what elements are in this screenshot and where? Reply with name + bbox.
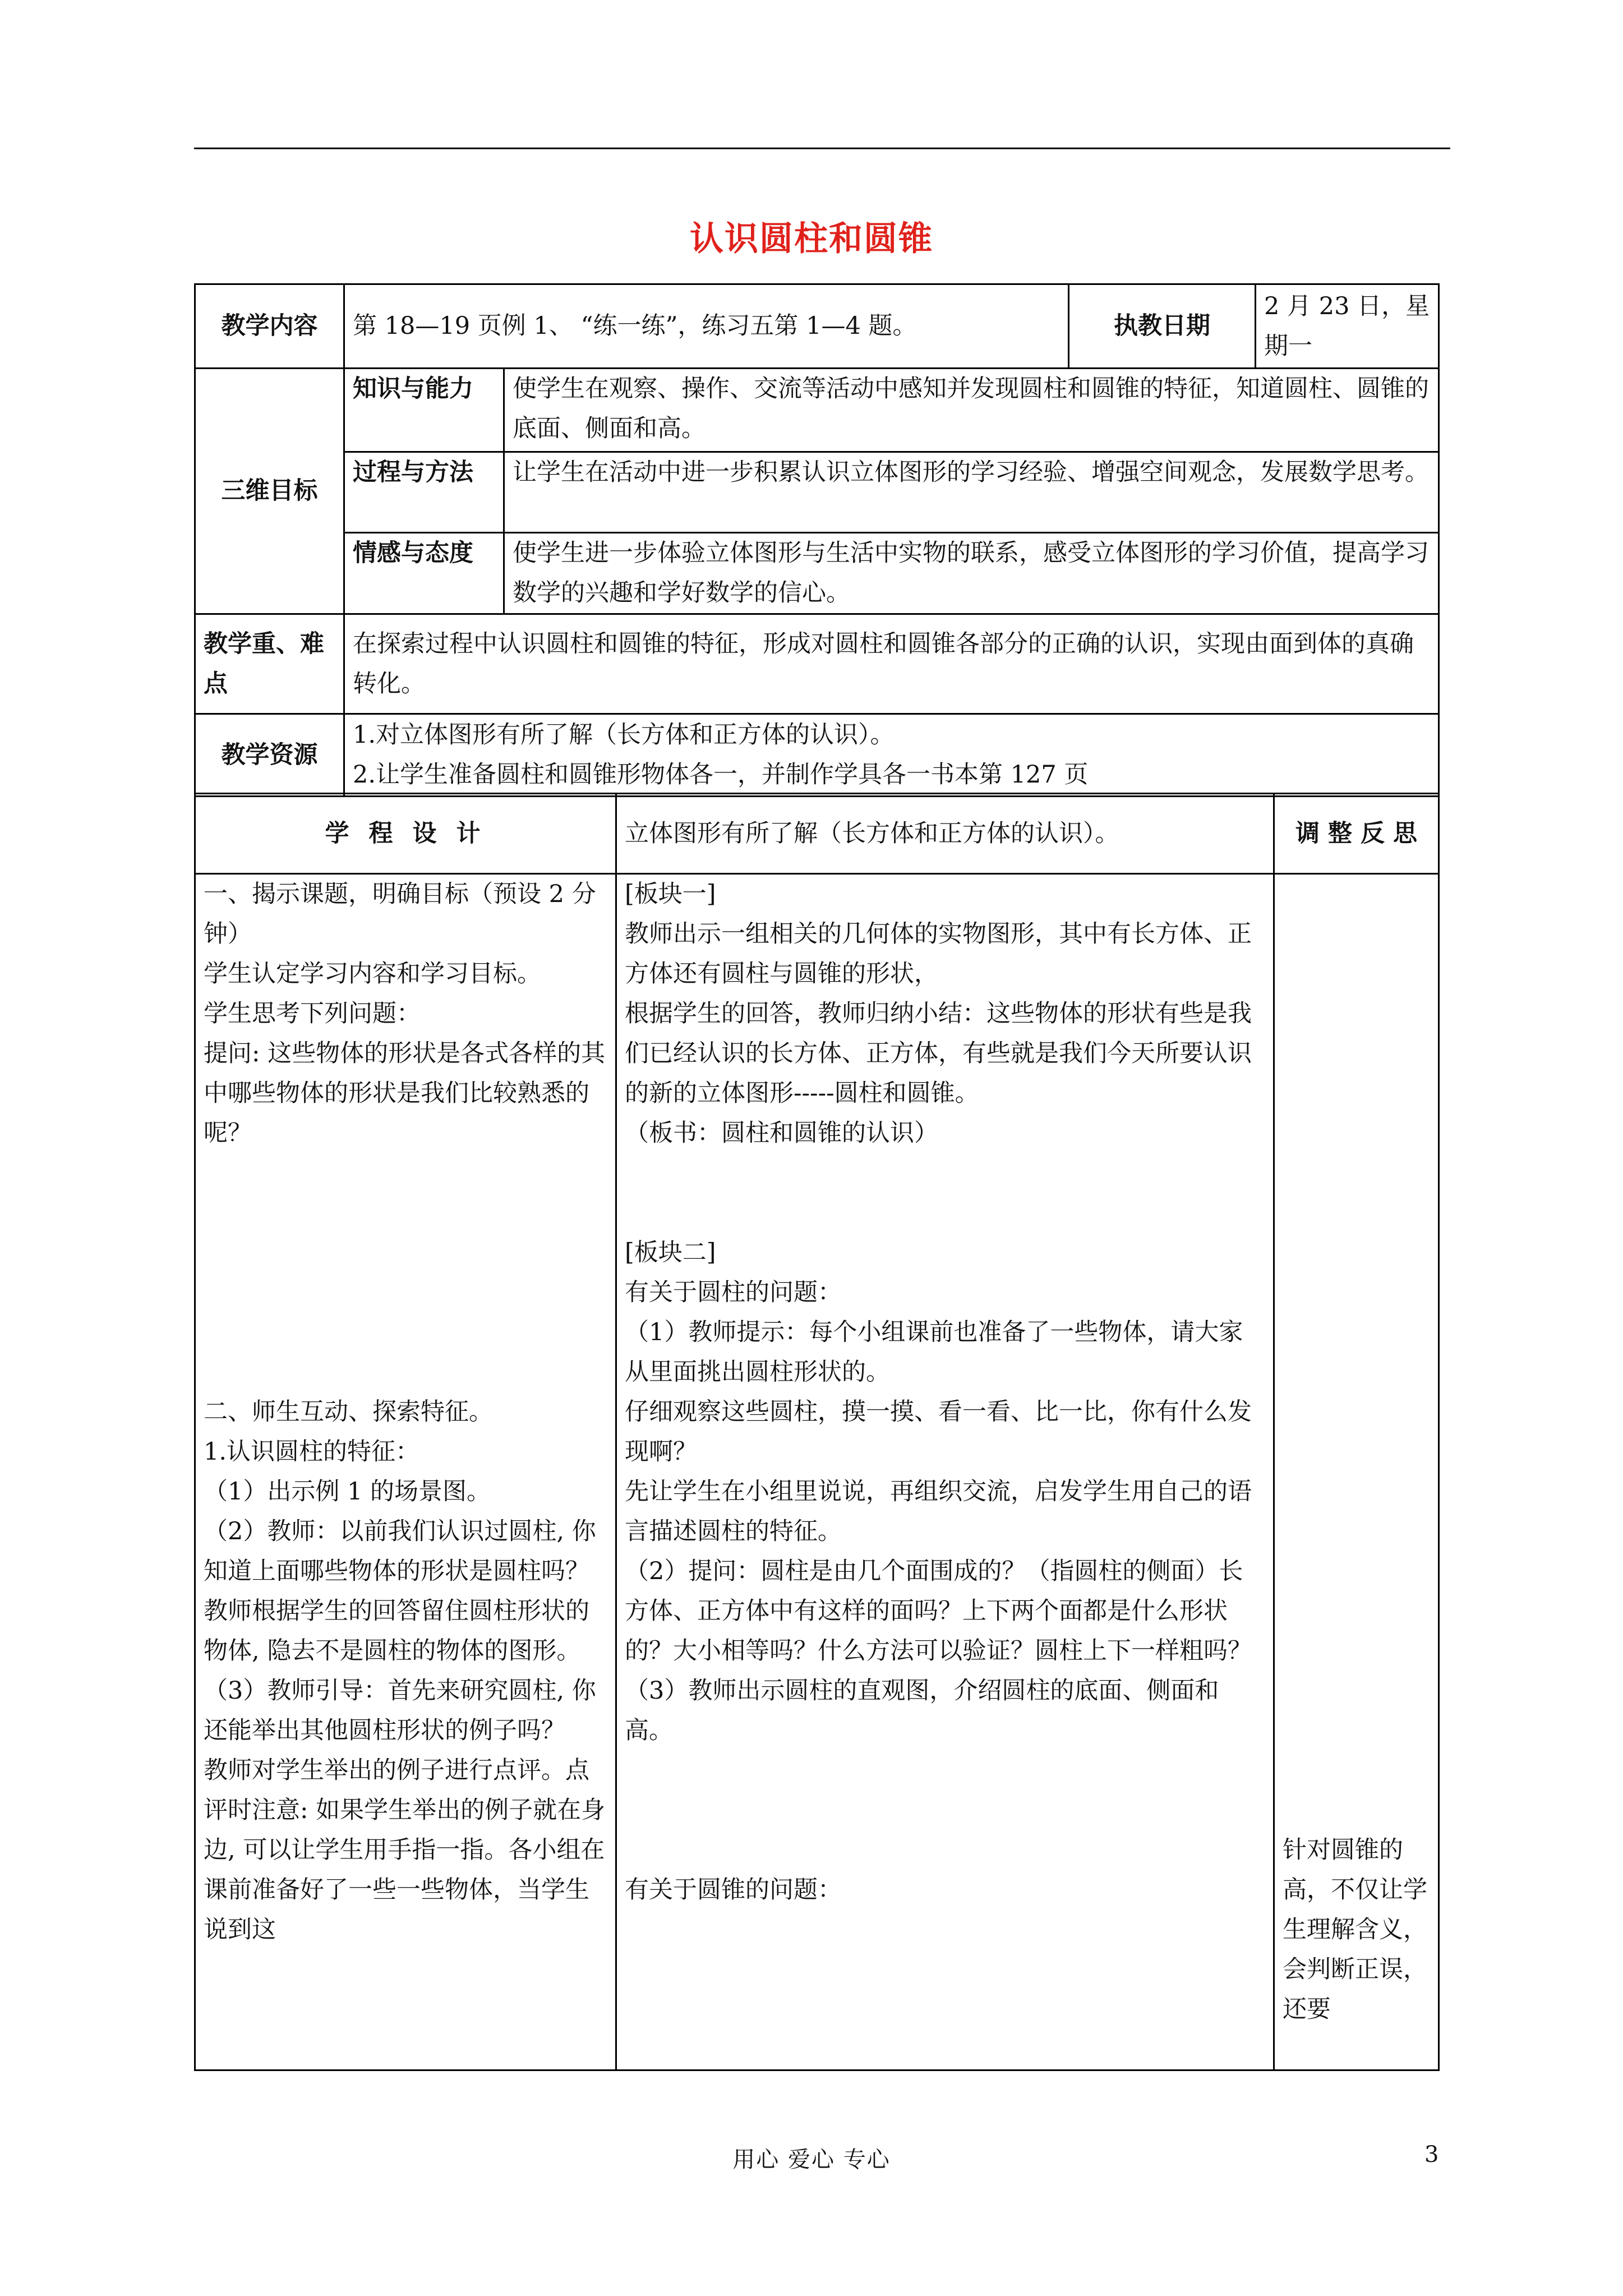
- list-item: （板书：圆柱和圆锥的认识）: [625, 1119, 938, 1147]
- goal-label: 知识与能力: [344, 369, 504, 452]
- list-item: 有关于圆锥的问题：: [625, 1876, 842, 1904]
- student-process-column: [195, 874, 616, 2070]
- list-item: （3）教师出示圆柱的直观图，介绍圆柱的底面、侧面和高。: [625, 1677, 1219, 1745]
- list-item: 提问: 这些物体的形状是各式各样的其中哪些物体的形状是我们比较熟悉的呢？: [204, 1039, 606, 1147]
- footer-motto: 用心 爱心 专心: [732, 2147, 891, 2173]
- block-heading: [板块一]: [625, 880, 716, 908]
- list-item: 先让学生在小组里说说，再组织交流，启发学生用自己的语言描述圆柱的特征。: [625, 1478, 1252, 1545]
- list-item: 学生认定学习内容和学习目标。: [204, 960, 541, 988]
- list-item: （2）教师：以前我们认识过圆柱, 你知道上面哪些物体的形状是圆柱吗？: [204, 1517, 596, 1585]
- process-table: [194, 793, 1440, 2071]
- date-label: 执教日期: [1069, 284, 1256, 369]
- goal-label: 情感与态度: [344, 533, 504, 614]
- list-item: 教师出示一组相关的几何体的实物图形，其中有长方体、正方体还有圆柱与圆锥的形状，: [625, 920, 1252, 988]
- list-item: 有关于圆柱的问题：: [625, 1278, 842, 1306]
- list-item: 1.认识圆柱的特征：: [204, 1438, 420, 1466]
- list-item: 仔细观察这些圆柱，摸一摸、看一看、比一比，你有什么发现啊？: [625, 1398, 1252, 1466]
- goals-label: 三维目标: [195, 369, 344, 614]
- activity-header: 立体图形有所了解（长方体和正方体的认识）。: [616, 794, 1274, 874]
- page-title: 认识圆柱和圆锥: [690, 219, 933, 259]
- content-value: 第 18—19 页例 1、 “练一练”，练习五第 1—4 题。: [344, 284, 1069, 369]
- list-item: 教师对学生举出的例子进行点评。点评时注意: 如果学生举出的例子就在身边, 可以让学生用手指一指。各小组在课前准备好了一些一些物体，当学生说到这: [204, 1756, 606, 1944]
- list-item: （1）教师提示：每个小组课前也准备了一些物体，请大家从里面挑出圆柱形状的。: [625, 1318, 1243, 1386]
- lesson-info-table: [194, 283, 1440, 797]
- list-item: （2）提问：圆柱是由几个面围成的？（指圆柱的侧面）长方体、正方体中有这样的面吗？上下两个面都是什么形状的？大小相等吗？什么方法可以验证？圆柱上下一样粗吗？: [625, 1557, 1252, 1665]
- page-number: 3: [1424, 2142, 1439, 2168]
- list-item: 一、揭示课题，明确目标（预设 2 分钟）: [204, 880, 596, 948]
- key-points-label: 教学重、难点: [195, 614, 344, 714]
- goal-label: 过程与方法: [344, 452, 504, 533]
- list-item: （3）教师引导：首先来研究圆柱, 你还能举出其他圆柱形状的例子吗？: [204, 1677, 596, 1745]
- reflection-column: [1274, 874, 1439, 2070]
- date-value: 2 月 23 日，星期一: [1256, 284, 1439, 369]
- block-heading: [板块二]: [625, 1239, 716, 1267]
- goal-text: 使学生进一步体验立体图形与生活中实物的联系，感受立体图形的学习价值，提高学习数学的兴趣和学好数学的信心。: [504, 533, 1439, 614]
- content-label: 教学内容: [195, 284, 344, 369]
- list-item: 教师根据学生的回答留住圆柱形状的物体, 隐去不是圆柱的物体的图形。: [204, 1597, 589, 1665]
- list-item: 二、师生互动、探索特征。: [204, 1398, 493, 1426]
- reflection-note: 针对圆锥的高，不仅让学生理解含义，会判断正误，还要: [1283, 1836, 1427, 2023]
- list-item: 学生思考下列问题：: [204, 1000, 421, 1028]
- goal-text: 让学生在活动中进一步积累认识立体图形的学习经验、增强空间观念，发展数学思考。: [504, 452, 1439, 533]
- process-design-header: 学 程 设 计: [195, 794, 616, 874]
- list-item: （1）出示例 1 的场景图。: [204, 1478, 491, 1506]
- reflection-header: 调 整 反 思: [1274, 794, 1439, 874]
- resource-item: 2.让学生准备圆柱和圆锥形物体各一，并制作学具各一书本第 127 页: [353, 761, 1089, 789]
- resources-list: [344, 714, 1439, 797]
- key-points-text: 在探索过程中认识圆柱和圆锥的特征，形成对圆柱和圆锥各部分的正确的认识，实现由面到体的真确转化。: [344, 614, 1439, 714]
- resource-item: 1.对立体图形有所了解（长方体和正方体的认识）。: [353, 721, 895, 749]
- teacher-activity-column: [616, 874, 1274, 2070]
- goal-text: 使学生在观察、操作、交流等活动中感知并发现圆柱和圆锥的特征，知道圆柱、圆锥的底面、侧面和高。: [504, 369, 1439, 452]
- list-item: 根据学生的回答，教师归纳小结：这些物体的形状有些是我们已经认识的长方体、正方体，有些就是我们今天所要认识的新的立体图形-----圆柱和圆锥。: [625, 1000, 1252, 1107]
- resources-label: 教学资源: [195, 714, 344, 797]
- header-rule: [194, 148, 1450, 149]
